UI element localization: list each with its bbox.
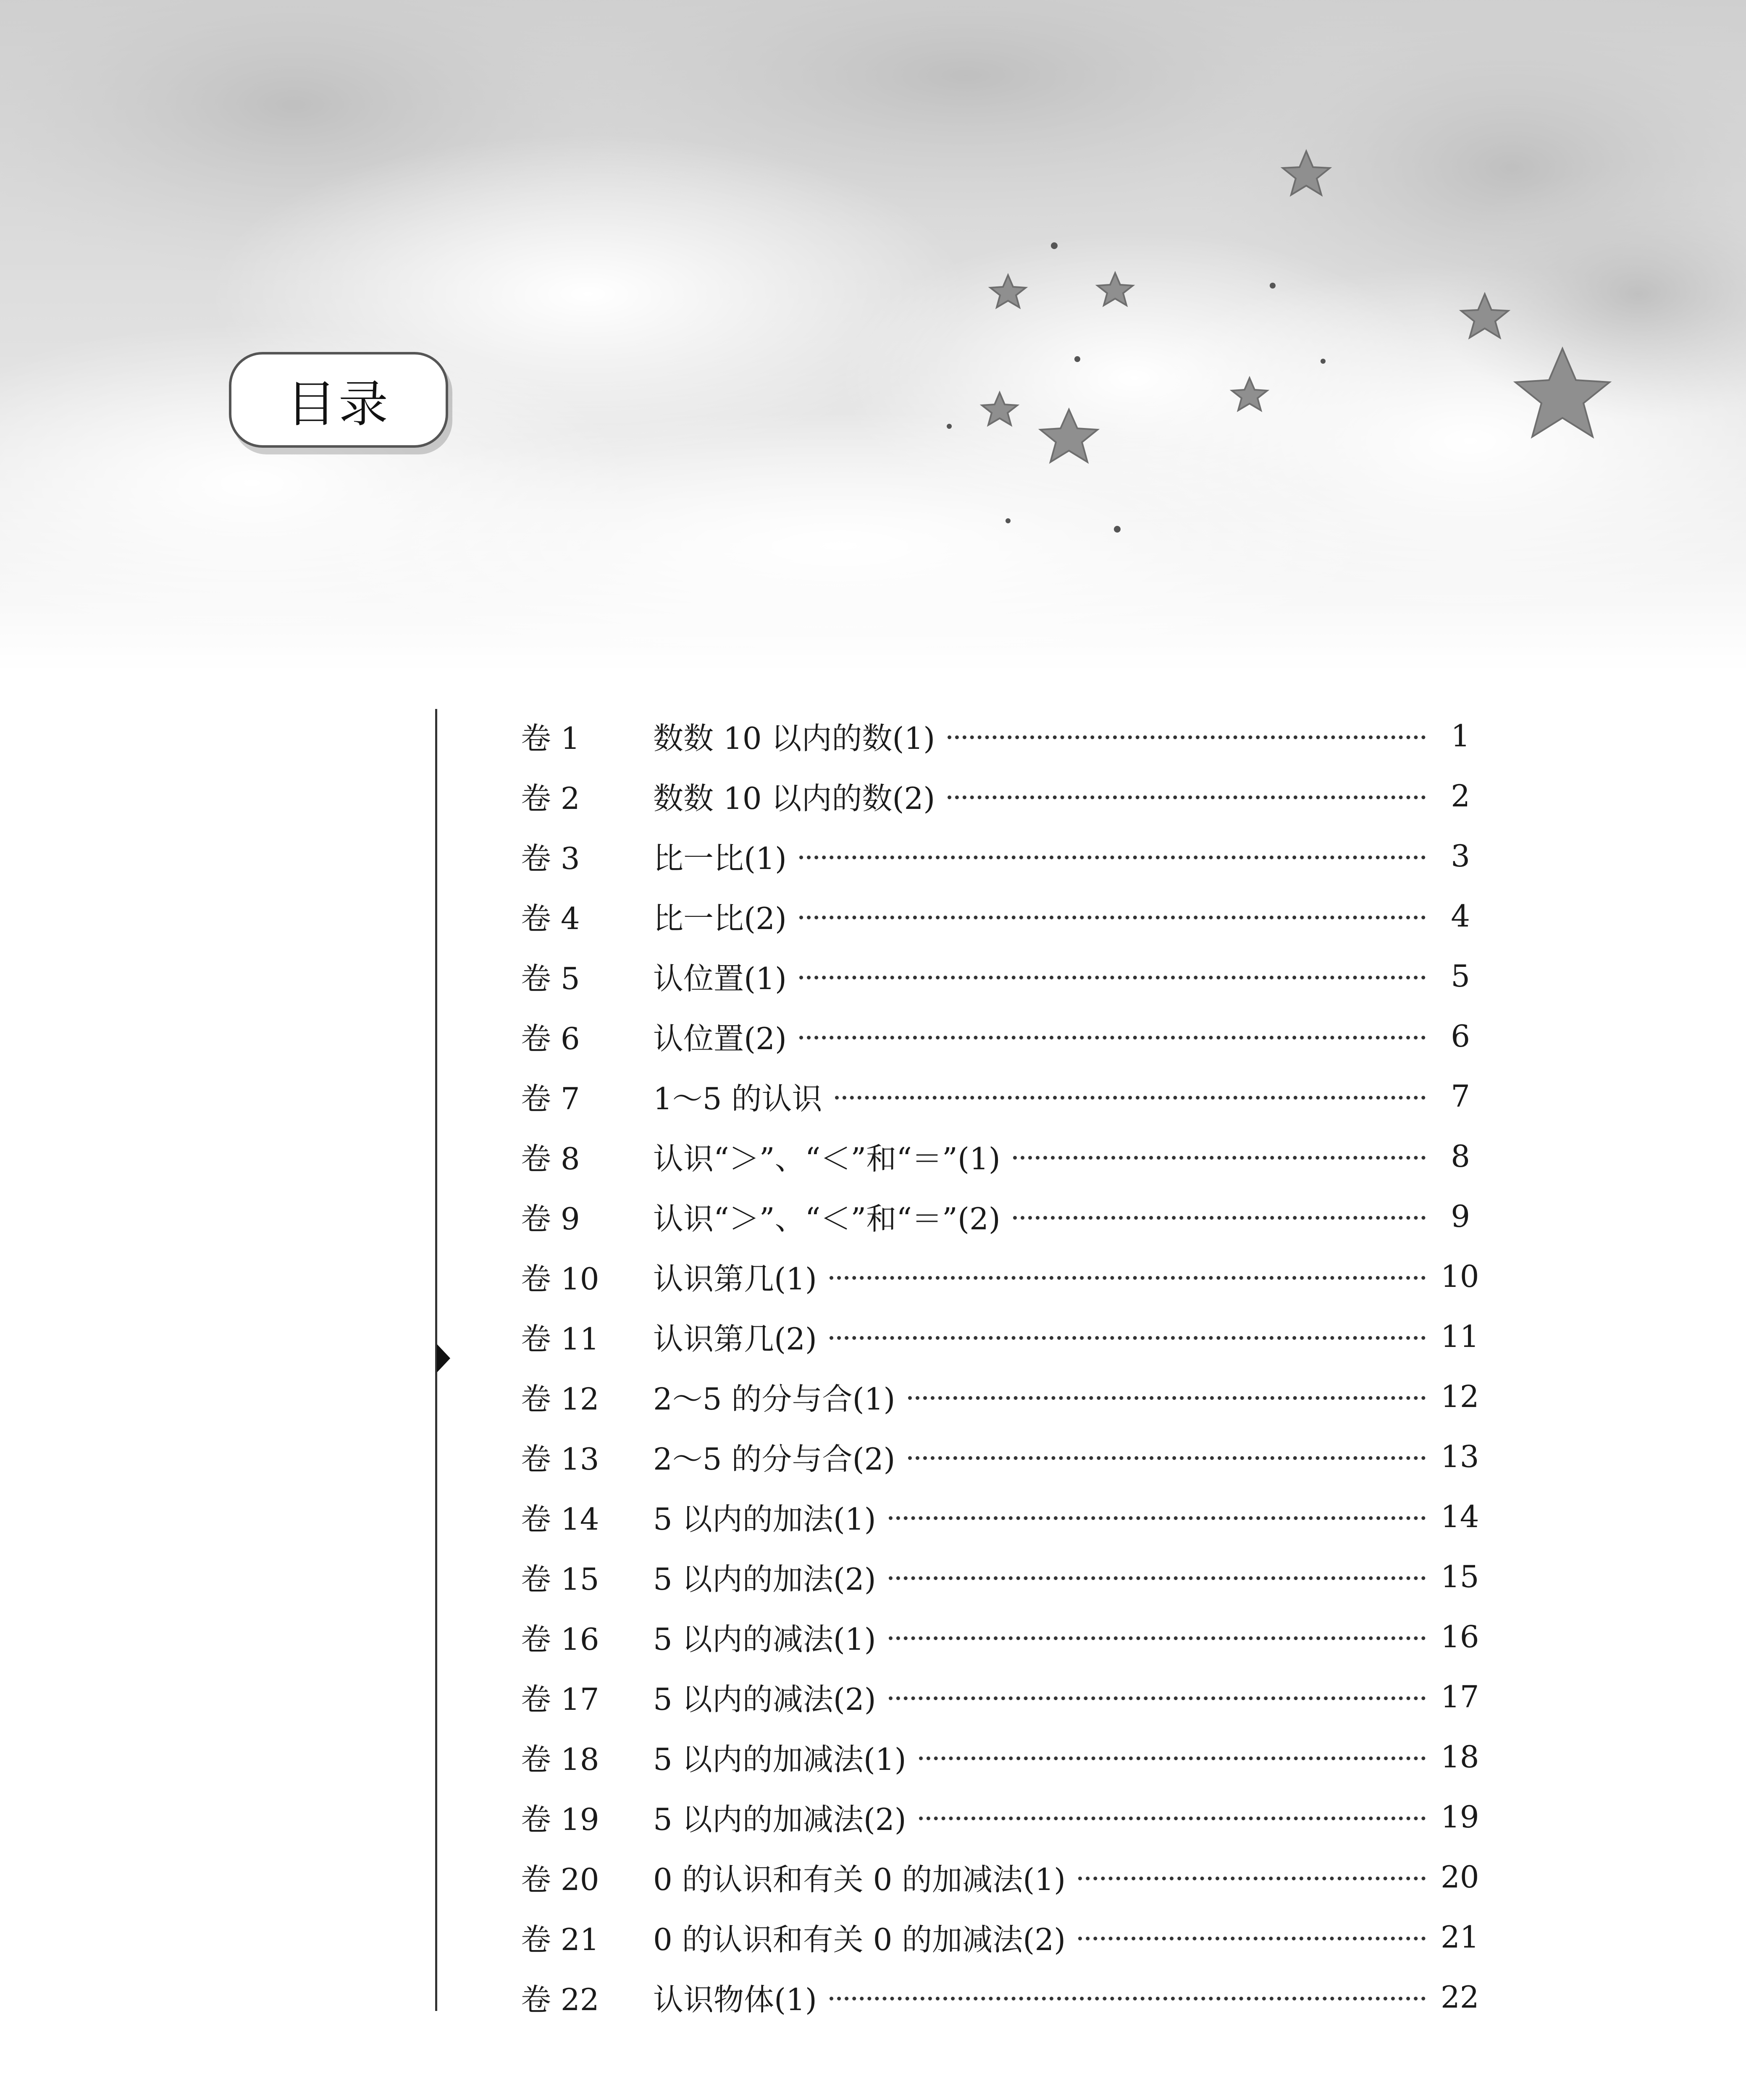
toc-volume: 卷 5: [521, 961, 580, 996]
dot-leader: [799, 976, 1426, 979]
toc-page-number: 6: [1451, 1018, 1470, 1054]
toc-page-number: 21: [1441, 1919, 1479, 1955]
dot-leader: [948, 795, 1426, 799]
toc-entry-title: 5 以内的减法(1): [653, 1621, 876, 1657]
dot-leader: [835, 1096, 1426, 1100]
toc-page-number: 10: [1441, 1258, 1479, 1294]
toc-page-number: 8: [1451, 1138, 1470, 1174]
toc-entry-7[interactable]: [521, 1066, 1470, 1126]
toc-entry-title: 认识第几(2): [653, 1321, 817, 1357]
toc-entry-11[interactable]: [521, 1306, 1479, 1366]
toc-entry-title: 5 以内的减法(2): [653, 1681, 876, 1717]
dot-leader: [830, 1276, 1426, 1280]
dot-leader: [889, 1636, 1426, 1640]
toc-entry-title: 认位置(1): [653, 961, 787, 996]
toc-page-number: 20: [1441, 1859, 1479, 1895]
dot-leader: [908, 1396, 1426, 1400]
toc-page-number: 4: [1451, 898, 1470, 934]
toc-entry-3[interactable]: [521, 826, 1470, 886]
toc-page-number: 22: [1441, 1979, 1479, 2015]
dot-leader: [889, 1516, 1426, 1520]
toc-entry-9[interactable]: [521, 1186, 1470, 1246]
dot-leader: [799, 856, 1426, 859]
dot-leader: [948, 735, 1426, 739]
toc-volume: 卷 22: [521, 1982, 599, 2017]
toc-entry-title: 认识“＞”、“＜”和“＝”(2): [653, 1201, 1000, 1236]
cloud-header-illustration: [0, 0, 1746, 672]
toc-entry-21[interactable]: [521, 1907, 1479, 1967]
toc-page-number: 9: [1451, 1198, 1470, 1234]
toc-page-number: 2: [1451, 778, 1470, 814]
toc-entry-title: 比一比(1): [653, 840, 787, 876]
toc-volume: 卷 17: [521, 1681, 599, 1717]
dot-leader: [919, 1756, 1426, 1760]
toc-entry-17[interactable]: [521, 1667, 1479, 1727]
dot-leader: [830, 1997, 1426, 2000]
toc-entry-4[interactable]: [521, 886, 1470, 946]
toc-entry-title: 数数 10 以内的数(2): [653, 780, 935, 816]
toc-volume: 卷 21: [521, 1922, 599, 1957]
toc-title-badge: [229, 352, 448, 448]
toc-volume: 卷 12: [521, 1381, 599, 1417]
toc-volume: 卷 11: [521, 1321, 599, 1357]
dot-leader: [919, 1816, 1426, 1820]
dot-leader: [908, 1456, 1426, 1460]
toc-volume: 卷 4: [521, 900, 580, 936]
toc-volume: 卷 7: [521, 1081, 580, 1116]
toc-volume: 卷 6: [521, 1021, 580, 1056]
toc-entry-20[interactable]: [521, 1847, 1479, 1907]
dot-leader: [799, 1036, 1426, 1040]
toc-entry-13[interactable]: [521, 1426, 1479, 1486]
toc-entry-title: 0 的认识和有关 0 的加减法(2): [653, 1922, 1066, 1957]
dot-leader: [799, 916, 1426, 919]
toc-page-number: 12: [1441, 1378, 1479, 1414]
toc-entry-1[interactable]: [521, 706, 1470, 766]
page-title: 目录: [286, 375, 391, 433]
toc-entry-19[interactable]: [521, 1787, 1479, 1847]
toc-volume: 卷 18: [521, 1741, 599, 1777]
toc-entry-title: 认位置(2): [653, 1021, 787, 1056]
toc-volume: 卷 19: [521, 1801, 599, 1837]
dot-leader: [830, 1336, 1426, 1340]
toc-volume: 卷 13: [521, 1441, 599, 1477]
toc-page-number: 7: [1451, 1078, 1470, 1114]
toc-entry-2[interactable]: [521, 766, 1470, 826]
toc-volume: 卷 8: [521, 1141, 580, 1176]
toc-entry-16[interactable]: [521, 1606, 1479, 1667]
toc-volume: 卷 14: [521, 1501, 599, 1537]
toc-entry-title: 2～5 的分与合(1): [653, 1381, 895, 1417]
triangle-marker-icon: [437, 1344, 450, 1373]
toc-page-number: 14: [1441, 1499, 1479, 1534]
toc-entry-14[interactable]: [521, 1486, 1479, 1546]
toc-entry-title: 比一比(2): [653, 900, 787, 936]
toc-entry-title: 1～5 的认识: [653, 1081, 822, 1116]
dot-leader: [1078, 1937, 1426, 1940]
toc-volume: 卷 1: [521, 720, 580, 756]
toc-entry-title: 5 以内的加减法(2): [653, 1801, 906, 1837]
toc-volume: 卷 15: [521, 1561, 599, 1597]
toc-page-number: 15: [1441, 1559, 1479, 1594]
toc-volume: 卷 10: [521, 1261, 599, 1297]
toc-entry-8[interactable]: [521, 1126, 1470, 1186]
toc-entry-6[interactable]: [521, 1006, 1470, 1066]
toc-page-number: 19: [1441, 1799, 1479, 1835]
toc-entry-5[interactable]: [521, 946, 1470, 1006]
toc-entry-title: 2～5 的分与合(2): [653, 1441, 895, 1477]
toc-volume: 卷 20: [521, 1861, 599, 1897]
toc-entry-title: 5 以内的加法(1): [653, 1501, 876, 1537]
toc-entry-title: 认识第几(1): [653, 1261, 817, 1297]
toc-volume: 卷 9: [521, 1201, 580, 1236]
toc-entry-title: 认识“＞”、“＜”和“＝”(1): [653, 1141, 1000, 1176]
toc-page-number: 11: [1441, 1318, 1479, 1354]
toc-page-number: 17: [1441, 1679, 1479, 1714]
toc-entry-12[interactable]: [521, 1366, 1479, 1426]
toc-page-number: 1: [1451, 718, 1470, 753]
toc-volume: 卷 3: [521, 840, 580, 876]
dot-leader: [1078, 1877, 1426, 1880]
toc-page-number: 5: [1451, 958, 1470, 994]
toc-entry-title: 5 以内的加法(2): [653, 1561, 876, 1597]
toc-page-number: 16: [1441, 1619, 1479, 1654]
table-of-contents: [521, 706, 1479, 2027]
dot-leader: [1013, 1156, 1426, 1160]
toc-entry-15[interactable]: [521, 1546, 1479, 1606]
toc-entry-10[interactable]: [521, 1246, 1479, 1306]
toc-page-number: 13: [1441, 1438, 1479, 1474]
toc-volume: 卷 16: [521, 1621, 599, 1657]
toc-entry-title: 0 的认识和有关 0 的加减法(1): [653, 1861, 1066, 1897]
toc-entry-title: 5 以内的加减法(1): [653, 1741, 906, 1777]
dot-leader: [1013, 1216, 1426, 1220]
toc-page-number: 18: [1441, 1739, 1479, 1774]
toc-entry-18[interactable]: [521, 1727, 1479, 1787]
toc-entry-22[interactable]: [521, 1967, 1479, 2027]
toc-entry-title: 数数 10 以内的数(1): [653, 720, 935, 756]
dot-leader: [889, 1696, 1426, 1700]
toc-page-number: 3: [1451, 838, 1470, 874]
dot-leader: [889, 1576, 1426, 1580]
toc-entry-title: 认识物体(1): [653, 1982, 817, 2017]
toc-volume: 卷 2: [521, 780, 580, 816]
